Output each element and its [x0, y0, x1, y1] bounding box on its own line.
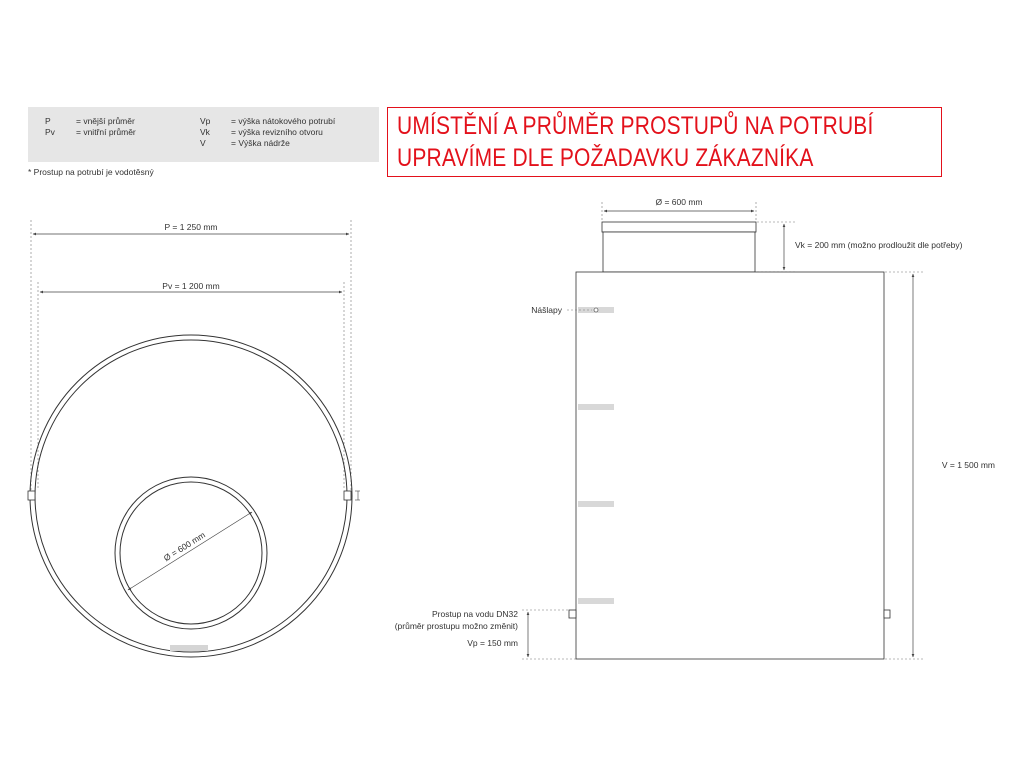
step — [578, 501, 614, 507]
plan-pipe-stub-left — [28, 491, 35, 500]
steps-label: Nášlapy — [531, 305, 562, 315]
legend-desc-pv: = vnitřní průměr — [76, 127, 136, 137]
plan-step — [170, 645, 208, 651]
side-view — [395, 197, 995, 659]
opening-inner-circle — [120, 482, 262, 624]
neck-diameter-label: Ø = 600 mm — [655, 197, 703, 207]
plan-pipe-stub-right — [344, 491, 351, 500]
headline-line-1: UMÍSTĚNÍ A PRŮMĚR PROSTUPŮ NA POTRUBÍ — [397, 112, 874, 140]
tank-height-label: V = 1 500 mm — [941, 460, 995, 470]
inlet-label-1: Prostup na vodu DN32 — [432, 609, 518, 619]
legend-abbr-pv: Pv — [45, 127, 55, 137]
watertight-note: * Prostup na potrubí je vodotěsný — [28, 167, 154, 177]
headline-line-2: UPRAVÍME DLE POŽADAVKU ZÁKAZNÍKA — [397, 144, 814, 172]
opening-diameter-label: Ø = 600 mm — [161, 529, 207, 564]
inner-diameter-label: Pv = 1 200 mm — [162, 281, 220, 291]
neck-height-label: Vk = 200 mm (možno prodloužit dle potřeby) — [795, 240, 963, 250]
inlet-pipe-stub-left — [569, 610, 576, 618]
inspection-neck — [602, 222, 756, 232]
legend-abbr-p: P — [45, 116, 51, 126]
step — [578, 598, 614, 604]
legend-abbr-v: V — [200, 138, 206, 148]
legend-abbr-vk: Vk — [200, 127, 210, 137]
legend-desc-vp: = výška nátokového potrubí — [231, 116, 336, 126]
legend-desc-v: = Výška nádrže — [231, 138, 290, 148]
inner-wall-circle — [35, 340, 347, 652]
legend-desc-vk: = výška revizního otvoru — [231, 127, 323, 137]
inlet-pipe-stub-right — [884, 610, 890, 618]
inlet-label-2: (průměr prostupu možno změnit) — [394, 621, 518, 631]
step — [578, 404, 614, 410]
legend-abbr-vp: Vp — [200, 116, 211, 126]
inner-diameter-dimension — [38, 281, 344, 490]
outer-diameter-label: P = 1 250 mm — [164, 222, 218, 232]
inspection-neck-body — [603, 232, 755, 272]
plan-view — [28, 220, 360, 657]
legend-desc-p: = vnější průměr — [76, 116, 135, 126]
inlet-height-label: Vp = 150 mm — [467, 638, 518, 648]
outer-diameter-dimension — [31, 220, 351, 492]
outer-wall-circle — [30, 335, 352, 657]
opening-outer-circle — [115, 477, 267, 629]
tank-body — [576, 272, 884, 659]
